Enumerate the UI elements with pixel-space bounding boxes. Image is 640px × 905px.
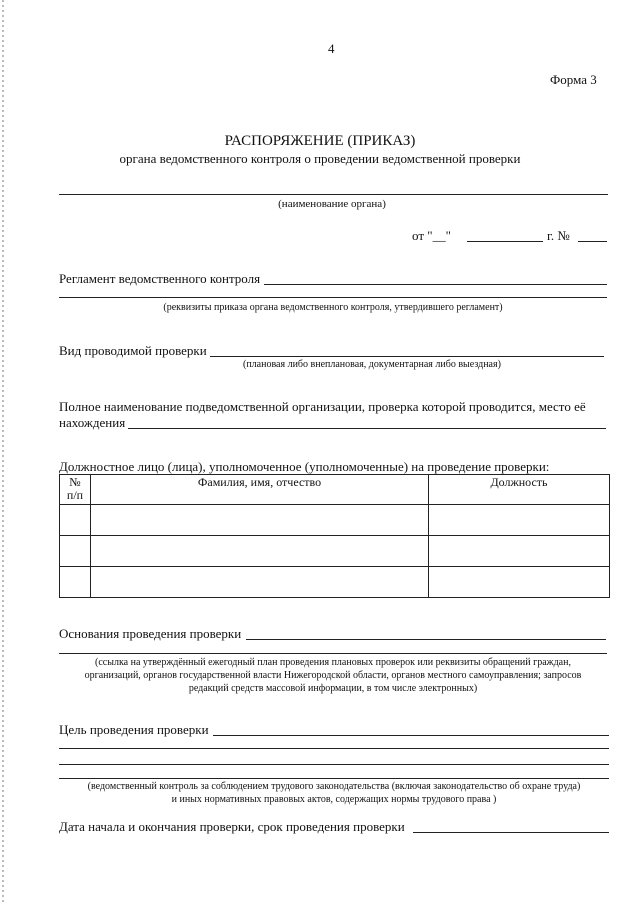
grounds-caption-1: (ссылка на утверждённый ежегодный план проведения плановых проверок или реквизиты обращений граждан, xyxy=(95,657,571,668)
reglament-field[interactable] xyxy=(264,284,607,285)
grounds-field[interactable] xyxy=(246,639,606,640)
cell-fullname[interactable] xyxy=(91,505,429,536)
inspection-type-caption: (плановая либо внеплановая, документарная либо выездная) xyxy=(243,359,501,370)
cell-fullname[interactable] xyxy=(91,536,429,567)
form-label: Форма 3 xyxy=(550,72,597,87)
organization-label: Полное наименование подведомственной организации, проверка которой проводится, место её xyxy=(59,399,586,414)
number-label: г. № xyxy=(547,228,570,243)
reglament-field-line2[interactable] xyxy=(59,297,607,298)
reglament-caption: (реквизиты приказа органа ведомственного контроля, утвердившего регламент) xyxy=(163,302,503,313)
dates-label: Дата начала и окончания проверки, срок проведения проверки xyxy=(59,819,405,834)
officials-table xyxy=(59,474,610,598)
grounds-field-line2[interactable] xyxy=(59,653,607,654)
table-row xyxy=(60,505,610,536)
header-number xyxy=(60,475,91,505)
header-fullname: Фамилия, имя, отчество xyxy=(91,475,429,505)
table-row xyxy=(60,567,610,598)
purpose-field-line4[interactable] xyxy=(59,778,609,779)
purpose-field-line2[interactable] xyxy=(59,748,609,749)
purpose-label: Цель проведения проверки xyxy=(59,722,209,737)
grounds-caption-3: редакций средств массовой информации, в том числе электронных) xyxy=(188,683,478,694)
grounds-caption-2: организаций, органов государственной власти Нижегородской области, органов местного самоуправления; запросов xyxy=(84,670,582,681)
organization-field[interactable] xyxy=(128,428,606,429)
header-position: Должность xyxy=(429,475,610,505)
cell-position[interactable] xyxy=(429,505,610,536)
purpose-field-line3[interactable] xyxy=(59,764,609,765)
date-label: от "__" xyxy=(412,228,451,243)
page-number: 4 xyxy=(328,41,335,56)
cell-number[interactable] xyxy=(60,536,91,567)
purpose-field[interactable] xyxy=(213,735,609,736)
inspection-type-field[interactable] xyxy=(210,356,604,357)
header-number-line1: № xyxy=(69,475,81,489)
number-field[interactable] xyxy=(578,241,607,242)
inspection-type-label: Вид проводимой проверки xyxy=(59,343,207,358)
cell-number[interactable] xyxy=(60,567,91,598)
purpose-caption-1: (ведомственный контроль за соблюдением трудового законодательства (включая законодательство об охране труда) xyxy=(87,781,581,792)
cell-position[interactable] xyxy=(429,536,610,567)
cell-fullname[interactable] xyxy=(91,567,429,598)
table-row xyxy=(60,536,610,567)
document-subtitle: органа ведомственного контроля о проведении ведомственной проверки xyxy=(119,151,521,166)
grounds-label: Основания проведения проверки xyxy=(59,626,242,641)
cell-number[interactable] xyxy=(60,505,91,536)
organ-name-caption: (наименование органа) xyxy=(278,198,386,210)
dates-field[interactable] xyxy=(413,832,609,833)
header-number-line2: п/п xyxy=(66,488,84,502)
organization-label-2: нахождения xyxy=(59,415,126,430)
organ-name-field[interactable] xyxy=(59,194,608,195)
document-title: РАСПОРЯЖЕНИЕ (ПРИКАЗ) xyxy=(224,133,416,149)
purpose-caption-2: и иных нормативных правовых актов, содержащих нормы трудового права ) xyxy=(171,794,497,805)
reglament-label: Регламент ведомственного контроля xyxy=(59,271,261,286)
table-header-row xyxy=(60,475,610,505)
date-field[interactable] xyxy=(467,241,543,242)
officials-label: Должностное лицо (лица), уполномоченное (уполномоченные) на проведение проверки: xyxy=(59,459,550,474)
cell-position[interactable] xyxy=(429,567,610,598)
